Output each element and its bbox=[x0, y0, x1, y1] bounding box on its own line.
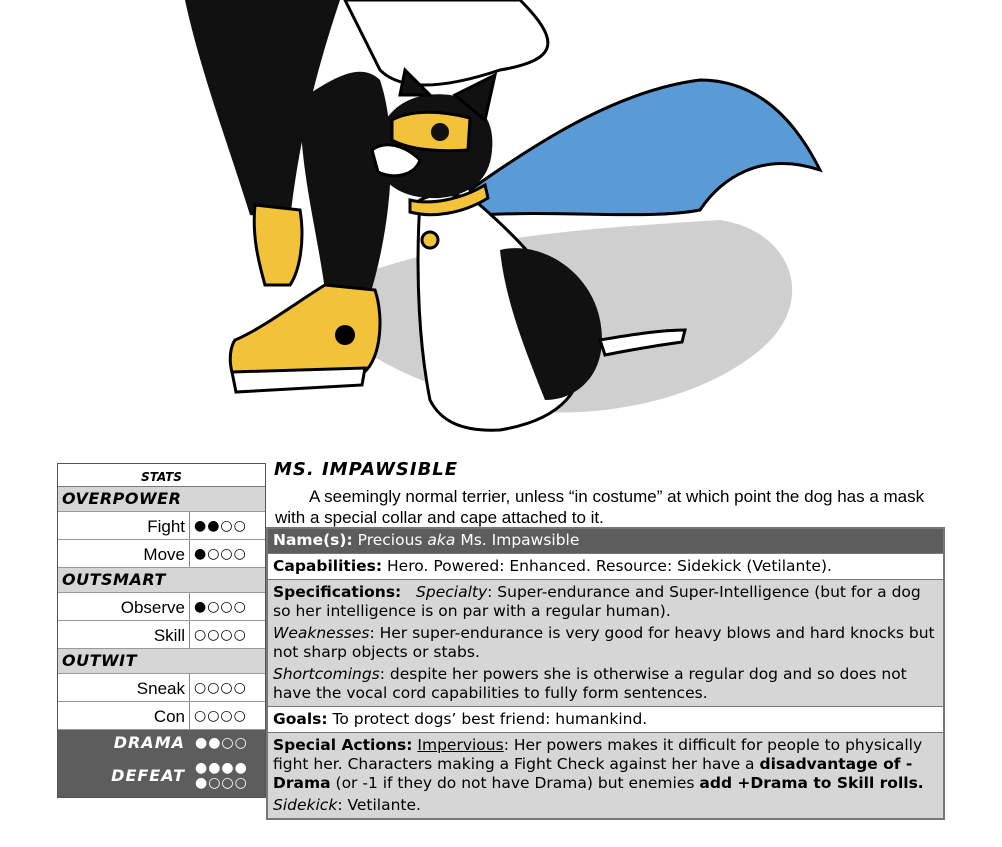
capabilities-row bbox=[268, 553, 943, 579]
character-title: MS. IMPAWSIBLE bbox=[274, 459, 459, 480]
specifications-row bbox=[268, 579, 943, 706]
dog-mask bbox=[392, 112, 470, 150]
stat-row-sneak bbox=[58, 674, 265, 702]
stat-label: Con bbox=[58, 702, 190, 729]
drama-row bbox=[58, 730, 265, 757]
weaknesses-label: Weaknesses bbox=[273, 624, 370, 642]
character-description: A seemingly normal terrier, unless “in costume” at which point the dog has a mask with a special collar and cape attached to it. bbox=[275, 487, 925, 527]
person-leg-right bbox=[300, 72, 391, 295]
names-row bbox=[268, 529, 943, 553]
capabilities-value: Hero. Powered: Enhanced. Resource: Sidekick (Vetilante). bbox=[387, 557, 832, 575]
stat-label: Fight bbox=[58, 512, 190, 539]
special-actions-row bbox=[268, 732, 943, 818]
stat-row-skill bbox=[58, 621, 265, 649]
drama-dots: ●●○○ bbox=[195, 735, 248, 751]
names-label: Name(s): bbox=[273, 531, 353, 549]
stats-panel bbox=[57, 463, 266, 798]
goals-value: To protect dogs’ best friend: humankind. bbox=[332, 710, 648, 728]
sidekick-label: Sidekick bbox=[273, 796, 338, 814]
dog-eye bbox=[431, 123, 449, 141]
drama-label: DRAMA bbox=[113, 733, 185, 752]
stat-dots: ○○○○ bbox=[194, 680, 247, 696]
paw-icon bbox=[335, 325, 355, 345]
person-coat bbox=[345, 0, 548, 85]
stats-header: STATS bbox=[58, 464, 265, 487]
shortcomings-value: : despite her powers she is otherwise a regular dog and so does not have the vocal cord capabilities to fully form sentences. bbox=[273, 665, 907, 702]
stat-dots: ○○○○ bbox=[194, 627, 247, 643]
stat-row-move bbox=[58, 540, 265, 568]
dog-tag-icon bbox=[422, 232, 438, 248]
stat-dots: ●●○○ bbox=[194, 518, 247, 534]
character-info-table bbox=[266, 527, 945, 820]
weaknesses-value: : Her super-endurance is very good for heavy blows and hard knocks but not sharp objects or stabs. bbox=[273, 624, 935, 661]
stat-row-observe bbox=[58, 593, 265, 621]
boot-back bbox=[254, 205, 302, 285]
shortcomings-line bbox=[273, 665, 938, 703]
stat-label: Sneak bbox=[58, 674, 190, 701]
defeat-row bbox=[58, 757, 265, 797]
special-actions-label: Special Actions: bbox=[273, 736, 413, 754]
specialty-value: : Super-endurance and Super-Intelligence (but for a dog so her intelligence is on par with a regular human). bbox=[273, 583, 921, 620]
stat-dots: ○○○○ bbox=[194, 708, 247, 724]
names-value-2: Ms. Impawsible bbox=[460, 531, 580, 549]
category-outsmart: OUTSMART bbox=[58, 568, 265, 593]
sidekick-value: : Vetilante. bbox=[337, 796, 421, 814]
defeat-label: DEFEAT bbox=[111, 766, 185, 785]
stat-row-fight bbox=[58, 512, 265, 540]
names-aka: aka bbox=[427, 531, 456, 549]
stat-label: Skill bbox=[58, 621, 190, 648]
special-text-2: (or -1 if they do not have Drama) but enemies bbox=[335, 774, 695, 792]
shortcomings-label: Shortcomings bbox=[273, 665, 380, 683]
special-bold-2: add +Drama to Skill rolls. bbox=[699, 774, 924, 792]
weaknesses-line bbox=[273, 624, 938, 662]
defeat-dots-line-1: ●●●● bbox=[195, 760, 248, 776]
goals-row bbox=[268, 706, 943, 732]
blue-cape bbox=[470, 80, 820, 215]
category-overpower: OVERPOWER bbox=[58, 487, 265, 512]
goals-label: Goals: bbox=[273, 710, 328, 728]
special-bold-1: disadvantage of -Drama bbox=[273, 755, 913, 792]
impervious-text bbox=[273, 736, 938, 793]
specifications-label: Specifications: bbox=[273, 583, 402, 601]
specialty-label: Specialty bbox=[416, 583, 488, 601]
stat-dots: ●○○○ bbox=[194, 599, 247, 615]
impervious-label: Impervious bbox=[417, 736, 504, 754]
stat-row-con bbox=[58, 702, 265, 730]
defeat-dots-line-2: ●○○○ bbox=[195, 775, 248, 791]
capabilities-label: Capabilities: bbox=[273, 557, 383, 575]
special-text-1: : Her powers makes it difficult for people to physically fight her. Characters making a Fight Check against her have a bbox=[273, 736, 923, 773]
category-outwit: OUTWIT bbox=[58, 649, 265, 674]
specialty-line bbox=[273, 583, 938, 621]
stat-dots: ●○○○ bbox=[194, 546, 247, 562]
stat-label: Observe bbox=[58, 593, 190, 620]
sidekick-line bbox=[273, 796, 938, 815]
names-value-1: Precious bbox=[357, 531, 423, 549]
drama-defeat-block bbox=[58, 730, 265, 797]
defeat-dots bbox=[191, 757, 265, 797]
stat-label: Move bbox=[58, 540, 190, 567]
boot-sole bbox=[232, 368, 365, 392]
